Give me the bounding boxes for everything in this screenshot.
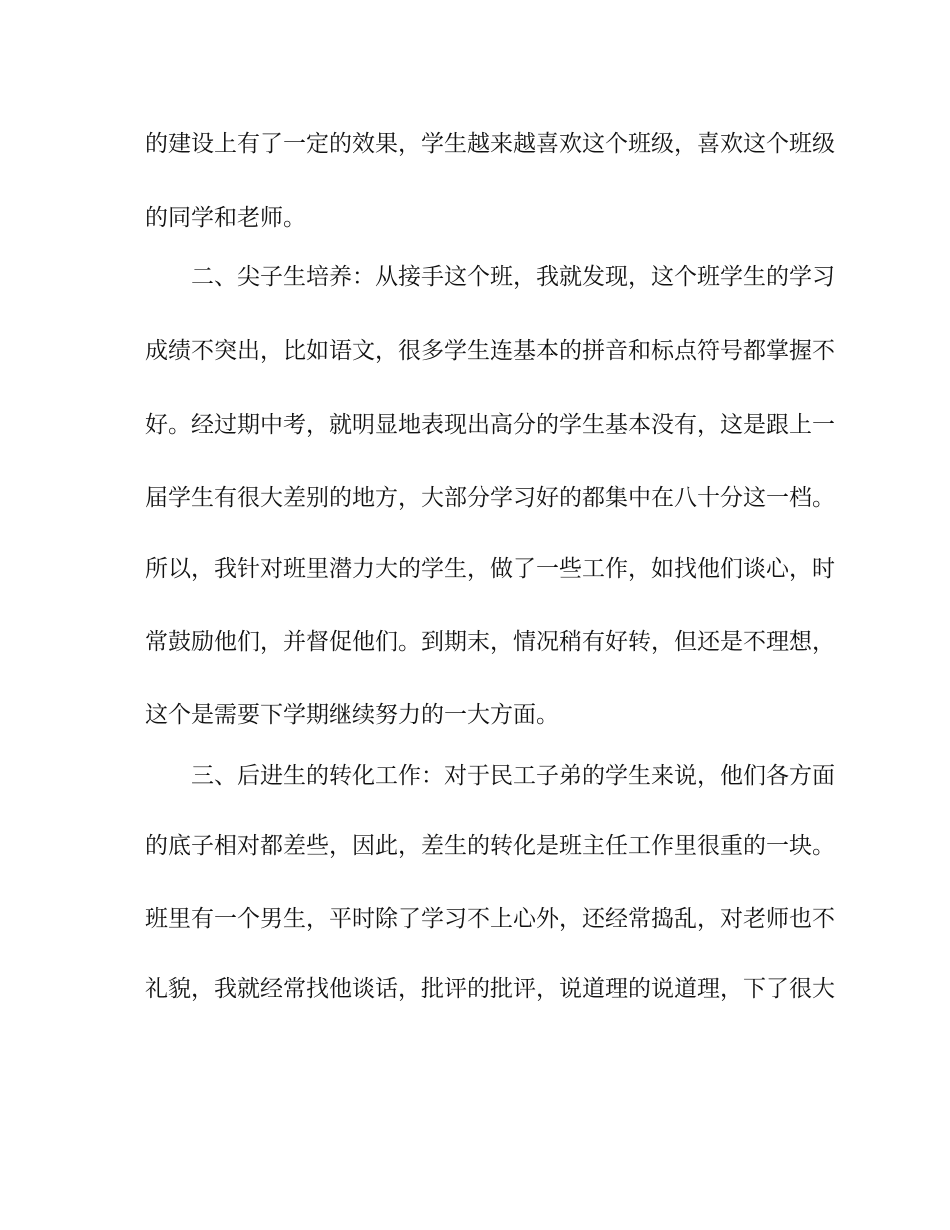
- text-line: 二、尖子生培养：从接手这个班，我就发现，这个班学生的学习: [145, 264, 835, 290]
- text-line: 常鼓励他们，并督促他们。到期末，情况稍有好转，但还是不理想，: [145, 629, 835, 655]
- text-line: 这个是需要下学期继续努力的一大方面。: [145, 702, 559, 728]
- text-line: 三、后进生的转化工作：对于民工子弟的学生来说，他们各方面: [145, 763, 835, 789]
- text-line: 的同学和老师。: [145, 205, 306, 231]
- text-line: 好。经过期中考，就明显地表现出高分的学生基本没有，这是跟上一: [145, 412, 835, 438]
- text-line: 的底子相对都差些，因此，差生的转化是班主任工作里很重的一块。: [145, 833, 835, 859]
- text-line: 届学生有很大差别的地方，大部分学习好的都集中在八十分这一档。: [145, 485, 835, 511]
- text-line: 成绩不突出，比如语文，很多学生连基本的拼音和标点符号都掌握不: [145, 338, 835, 364]
- text-line: 所以，我针对班里潜力大的学生，做了一些工作，如找他们谈心，时: [145, 556, 835, 582]
- text-line: 礼貌，我就经常找他谈话，批评的批评，说道理的说道理，下了很大: [145, 976, 835, 1002]
- text-line: 班里有一个男生，平时除了学习不上心外，还经常捣乱，对老师也不: [145, 906, 835, 932]
- text-line: 的建设上有了一定的效果，学生越来越喜欢这个班级，喜欢这个班级: [145, 131, 835, 157]
